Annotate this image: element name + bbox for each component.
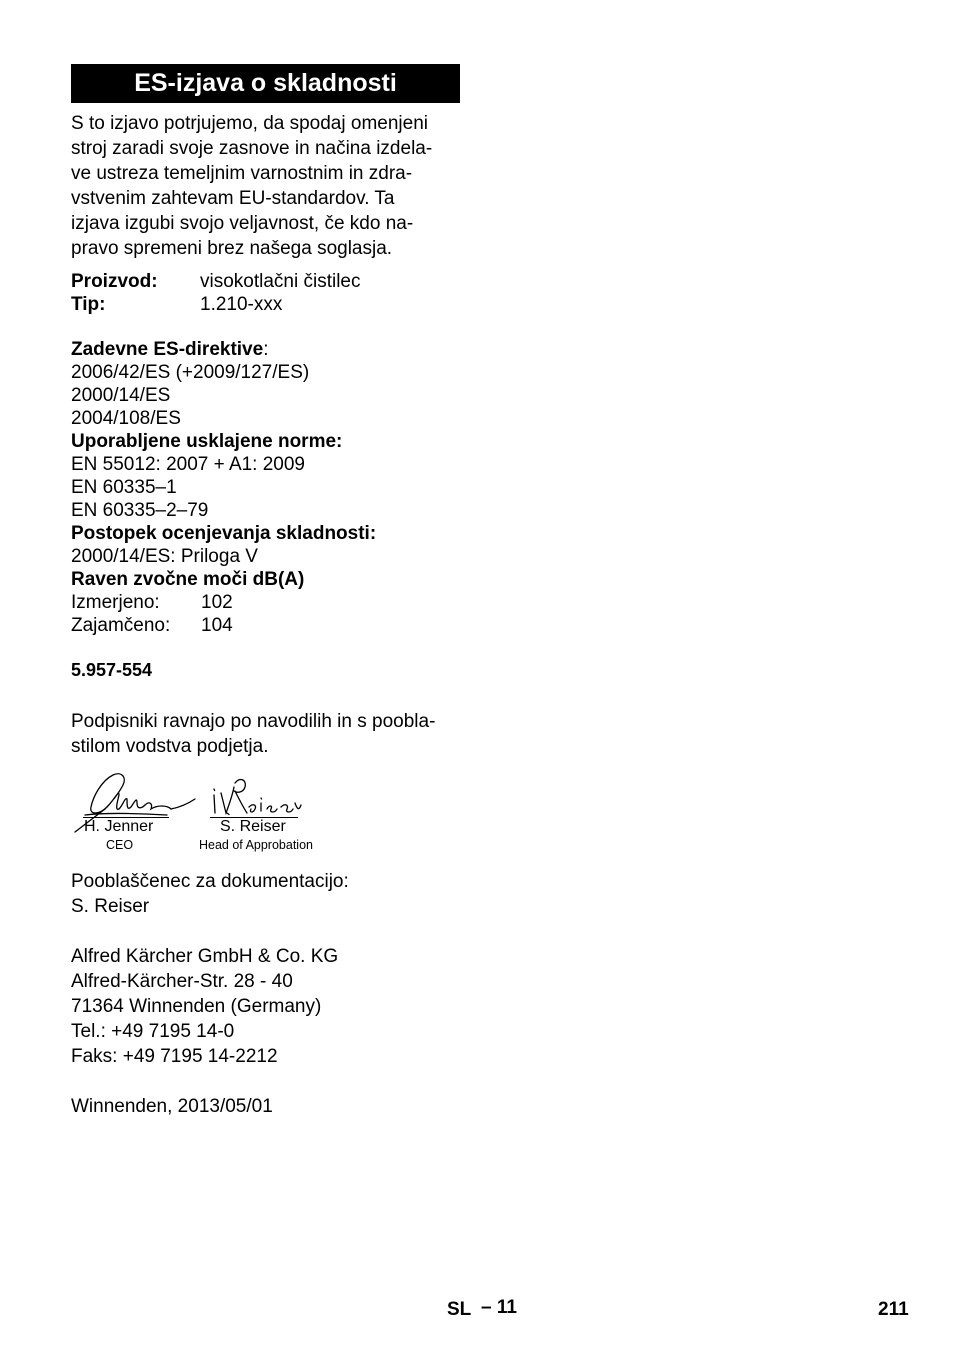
type-label: Tip:: [71, 294, 106, 315]
intro-line: ve ustreza temeljnim varnostnim in zdra-: [71, 163, 413, 184]
address-block: [71, 944, 338, 1069]
signer-role: CEO: [106, 838, 134, 852]
norm-item: EN 55012: 2007 + A1: 2009: [71, 454, 306, 475]
directives-heading-line: [71, 338, 376, 361]
conformity-value: 2000/14/ES: Priloga V: [71, 546, 258, 567]
norms-heading: Uporabljene usklajene norme:: [71, 431, 343, 452]
conformity-heading: Postopek ocenjevanja skladnosti:: [71, 523, 377, 544]
address-line: Tel.: +49 7195 14-0: [71, 1021, 235, 1042]
footer-language: SL: [447, 1299, 472, 1320]
signature-block: [71, 765, 341, 855]
directives-heading: Zadevne ES-direktive: [71, 339, 264, 360]
product-label: Proizvod:: [71, 271, 158, 292]
signers-note-line: Podpisniki ravnajo po navodilih in s poobla-: [71, 711, 436, 732]
sound-heading: Raven zvočne moči dB(A): [71, 569, 305, 590]
address-line: 71364 Winnenden (Germany): [71, 996, 322, 1017]
address-line: Alfred-Kärcher-Str. 28 - 40: [71, 971, 293, 992]
intro-line: vstvenim zahtevam EU-standardov. Ta: [71, 188, 395, 209]
signers-note: [71, 709, 435, 759]
directive-item: 2000/14/ES: [71, 385, 171, 406]
page-title: ES-izjava o skladnosti: [71, 64, 460, 103]
documentation-name: S. Reiser: [71, 896, 150, 917]
norm-item: EN 60335–1: [71, 477, 177, 498]
intro-line: stroj zaradi svoje zasnove in načina izdela-: [71, 138, 433, 159]
product-value: visokotlačni čistilec: [200, 271, 361, 292]
documentation-block: [71, 869, 349, 919]
signers-note-line: stilom vodstva podjetja.: [71, 736, 269, 757]
intro-line: pravo spremeni brez našega soglasja.: [71, 238, 393, 259]
type-value: 1.210-xxx: [200, 294, 283, 315]
signer-name: H. Jenner: [84, 818, 154, 835]
footer-local-page: – 11: [481, 1297, 517, 1318]
product-block: [71, 270, 361, 316]
directive-item: 2006/42/ES (+2009/127/ES): [71, 362, 310, 383]
address-line: Alfred Kärcher GmbH & Co. KG: [71, 946, 339, 967]
sound-guaranteed-label: Zajamčeno:: [71, 615, 171, 636]
directives-colon: :: [263, 339, 269, 360]
sound-guaranteed-row: [71, 614, 376, 637]
directive-item: 2004/108/ES: [71, 408, 181, 429]
part-number: 5.957-554: [71, 660, 153, 680]
type-row: [71, 293, 361, 316]
address-line: Faks: +49 7195 14-2212: [71, 1046, 278, 1067]
signer-name: S. Reiser: [220, 818, 286, 835]
norm-item: EN 60335–2–79: [71, 500, 209, 521]
product-row: [71, 270, 361, 293]
signer-role: Head of Approbation: [199, 838, 313, 852]
documentation-label: Pooblaščenec za dokumentacijo:: [71, 871, 349, 892]
sound-measured-label: Izmerjeno:: [71, 592, 160, 613]
intro-line: S to izjavo potrjujemo, da spodaj omenjeni: [71, 113, 428, 134]
sound-measured-value: 102: [201, 592, 233, 613]
footer-page-number: 211: [878, 1299, 909, 1320]
intro-paragraph: [71, 111, 432, 261]
intro-line: izjava izgubi svojo veljavnost, če kdo na-: [71, 213, 414, 234]
sound-measured-row: [71, 591, 376, 614]
sound-guaranteed-value: 104: [201, 615, 233, 636]
place-date: Winnenden, 2013/05/01: [71, 1096, 273, 1117]
directives-block: [71, 338, 376, 637]
